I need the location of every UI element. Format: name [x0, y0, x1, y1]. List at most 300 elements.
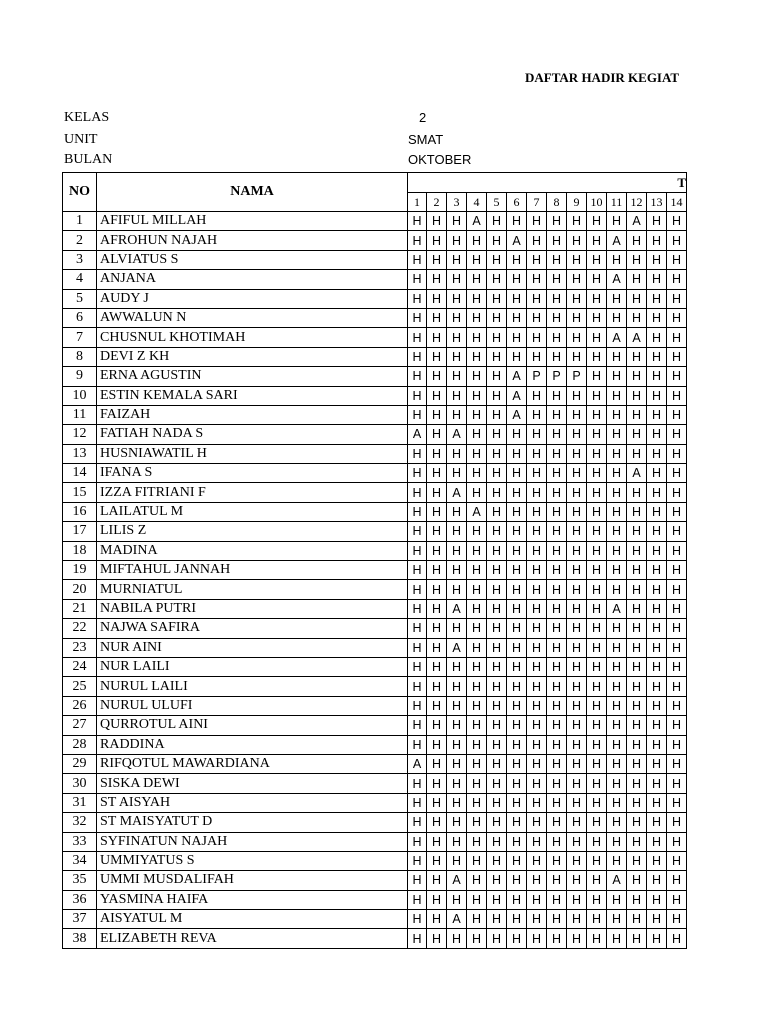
student-name: IZZA FITRIANI F: [97, 483, 408, 502]
attendance-mark: H: [667, 657, 687, 676]
attendance-mark: H: [647, 754, 667, 773]
attendance-mark: H: [667, 405, 687, 424]
attendance-mark: H: [507, 347, 527, 366]
attendance-mark: H: [408, 328, 427, 347]
attendance-mark: H: [487, 871, 507, 890]
attendance-mark: H: [487, 832, 507, 851]
attendance-mark: H: [627, 871, 647, 890]
attendance-mark: H: [408, 212, 427, 231]
table-row: [63, 483, 687, 502]
attendance-mark: H: [567, 405, 587, 424]
attendance-mark: H: [647, 502, 667, 521]
attendance-mark: H: [607, 386, 627, 405]
attendance-mark: H: [507, 677, 527, 696]
attendance-mark: H: [527, 444, 547, 463]
student-name: AUDY J: [97, 289, 408, 308]
attendance-mark: H: [627, 270, 647, 289]
attendance-mark: H: [427, 638, 447, 657]
attendance-mark: H: [408, 522, 427, 541]
attendance-mark: H: [487, 405, 507, 424]
header-tanggal: T: [408, 173, 687, 193]
attendance-mark: H: [607, 289, 627, 308]
attendance-mark: H: [547, 619, 567, 638]
attendance-mark: H: [627, 308, 647, 327]
row-number: 22: [63, 619, 97, 638]
day-number: 2: [427, 193, 447, 212]
attendance-mark: H: [647, 464, 667, 483]
attendance-mark: H: [447, 522, 467, 541]
attendance-mark: H: [647, 851, 667, 870]
attendance-mark: H: [487, 851, 507, 870]
attendance-mark: H: [507, 696, 527, 715]
attendance-mark: H: [667, 212, 687, 231]
attendance-mark: H: [667, 289, 687, 308]
student-name: QURROTUL AINI: [97, 716, 408, 735]
attendance-mark: H: [547, 483, 567, 502]
attendance-mark: H: [547, 677, 567, 696]
attendance-mark: H: [587, 774, 607, 793]
attendance-mark: H: [467, 289, 487, 308]
attendance-mark: H: [408, 716, 427, 735]
attendance-mark: H: [527, 308, 547, 327]
table-row: [63, 754, 687, 773]
table-row: [63, 677, 687, 696]
row-number: 1: [63, 212, 97, 231]
student-name: ALVIATUS S: [97, 250, 408, 269]
attendance-mark: H: [547, 289, 567, 308]
attendance-mark: H: [487, 425, 507, 444]
attendance-mark: H: [667, 716, 687, 735]
attendance-mark: A: [507, 231, 527, 250]
attendance-mark: H: [427, 580, 447, 599]
attendance-mark: H: [487, 483, 507, 502]
attendance-mark: H: [487, 774, 507, 793]
attendance-mark: H: [467, 270, 487, 289]
attendance-mark: H: [667, 541, 687, 560]
attendance-mark: H: [647, 813, 667, 832]
attendance-mark: H: [587, 308, 607, 327]
attendance-mark: H: [487, 580, 507, 599]
attendance-mark: H: [547, 541, 567, 560]
attendance-mark: H: [607, 464, 627, 483]
attendance-mark: A: [408, 425, 427, 444]
attendance-mark: H: [547, 793, 567, 812]
attendance-mark: H: [527, 619, 547, 638]
row-number: 5: [63, 289, 97, 308]
attendance-mark: H: [408, 677, 427, 696]
row-number: 29: [63, 754, 97, 773]
attendance-mark: A: [447, 871, 467, 890]
attendance-mark: H: [567, 328, 587, 347]
attendance-mark: A: [507, 386, 527, 405]
attendance-mark: H: [607, 308, 627, 327]
attendance-mark: H: [607, 250, 627, 269]
attendance-mark: H: [607, 851, 627, 870]
attendance-mark: H: [667, 367, 687, 386]
attendance-mark: H: [467, 541, 487, 560]
attendance-mark: H: [507, 851, 527, 870]
table-row: [63, 619, 687, 638]
attendance-mark: H: [447, 929, 467, 948]
attendance-mark: H: [647, 677, 667, 696]
attendance-mark: H: [527, 561, 547, 580]
attendance-mark: H: [567, 541, 587, 560]
attendance-mark: H: [527, 793, 547, 812]
attendance-mark: H: [487, 367, 507, 386]
unit-label: UNIT: [64, 132, 98, 147]
attendance-mark: H: [427, 619, 447, 638]
attendance-mark: H: [408, 231, 427, 250]
attendance-mark: H: [567, 657, 587, 676]
attendance-mark: H: [567, 696, 587, 715]
student-name: LILIS Z: [97, 522, 408, 541]
attendance-mark: H: [627, 851, 647, 870]
attendance-mark: H: [607, 522, 627, 541]
attendance-mark: H: [527, 871, 547, 890]
attendance-mark: H: [467, 754, 487, 773]
header-no: NO: [63, 173, 97, 212]
attendance-mark: H: [408, 832, 427, 851]
attendance-mark: H: [527, 483, 547, 502]
attendance-mark: H: [487, 599, 507, 618]
row-number: 20: [63, 580, 97, 599]
attendance-mark: H: [507, 541, 527, 560]
attendance-mark: H: [408, 813, 427, 832]
attendance-mark: H: [627, 677, 647, 696]
attendance-mark: H: [408, 483, 427, 502]
attendance-mark: H: [567, 464, 587, 483]
attendance-mark: H: [547, 754, 567, 773]
day-number: 13: [647, 193, 667, 212]
attendance-mark: H: [447, 561, 467, 580]
attendance-mark: H: [647, 716, 667, 735]
attendance-mark: H: [627, 502, 647, 521]
student-name: SYFINATUN NAJAH: [97, 832, 408, 851]
attendance-mark: H: [487, 793, 507, 812]
attendance-mark: H: [427, 813, 447, 832]
student-name: LAILATUL M: [97, 502, 408, 521]
attendance-mark: H: [527, 696, 547, 715]
attendance-mark: H: [467, 367, 487, 386]
attendance-mark: H: [547, 871, 567, 890]
row-number: 28: [63, 735, 97, 754]
row-number: 24: [63, 657, 97, 676]
student-name: ESTIN KEMALA SARI: [97, 386, 408, 405]
attendance-mark: H: [427, 464, 447, 483]
table-row: [63, 308, 687, 327]
attendance-mark: H: [447, 212, 467, 231]
table-row: [63, 657, 687, 676]
table-row: [63, 929, 687, 948]
student-name: NUR AINI: [97, 638, 408, 657]
attendance-mark: H: [667, 832, 687, 851]
attendance-mark: A: [607, 328, 627, 347]
attendance-mark: H: [627, 832, 647, 851]
row-number: 14: [63, 464, 97, 483]
attendance-mark: H: [527, 386, 547, 405]
attendance-mark: H: [567, 910, 587, 929]
attendance-mark: H: [507, 929, 527, 948]
table-row: [63, 289, 687, 308]
row-number: 13: [63, 444, 97, 463]
attendance-mark: H: [408, 464, 427, 483]
row-number: 4: [63, 270, 97, 289]
attendance-mark: H: [587, 250, 607, 269]
table-row: [63, 502, 687, 521]
attendance-mark: H: [587, 367, 607, 386]
attendance-mark: H: [567, 425, 587, 444]
attendance-mark: H: [487, 444, 507, 463]
student-name: NURUL LAILI: [97, 677, 408, 696]
attendance-mark: H: [587, 580, 607, 599]
row-number: 19: [63, 561, 97, 580]
attendance-mark: H: [427, 502, 447, 521]
attendance-mark: H: [667, 308, 687, 327]
attendance-mark: H: [447, 464, 467, 483]
attendance-mark: H: [467, 464, 487, 483]
attendance-mark: H: [527, 638, 547, 657]
attendance-mark: H: [627, 250, 647, 269]
attendance-mark: H: [527, 890, 547, 909]
attendance-mark: A: [627, 464, 647, 483]
attendance-mark: H: [447, 851, 467, 870]
attendance-mark: H: [427, 405, 447, 424]
attendance-mark: H: [408, 735, 427, 754]
attendance-mark: H: [667, 890, 687, 909]
attendance-mark: H: [627, 580, 647, 599]
attendance-mark: H: [587, 386, 607, 405]
attendance-mark: H: [607, 735, 627, 754]
attendance-mark: H: [447, 405, 467, 424]
attendance-mark: H: [527, 405, 547, 424]
attendance-mark: H: [507, 212, 527, 231]
attendance-mark: H: [587, 910, 607, 929]
attendance-mark: H: [647, 638, 667, 657]
attendance-mark: H: [507, 308, 527, 327]
attendance-mark: H: [487, 561, 507, 580]
attendance-mark: H: [467, 716, 487, 735]
attendance-mark: H: [567, 754, 587, 773]
attendance-mark: H: [447, 347, 467, 366]
row-number: 10: [63, 386, 97, 405]
attendance-mark: H: [408, 774, 427, 793]
attendance-mark: H: [507, 890, 527, 909]
attendance-mark: H: [427, 444, 447, 463]
attendance-mark: H: [427, 347, 447, 366]
day-number: 14: [667, 193, 687, 212]
attendance-mark: H: [667, 754, 687, 773]
attendance-mark: H: [467, 250, 487, 269]
attendance-mark: H: [427, 250, 447, 269]
attendance-mark: H: [567, 580, 587, 599]
attendance-mark: H: [467, 657, 487, 676]
attendance-mark: H: [507, 483, 527, 502]
attendance-mark: A: [447, 483, 467, 502]
table-row: [63, 464, 687, 483]
attendance-mark: H: [547, 716, 567, 735]
attendance-mark: H: [447, 386, 467, 405]
row-number: 15: [63, 483, 97, 502]
student-name: SISKA DEWI: [97, 774, 408, 793]
document-title: DAFTAR HADIR KEGIAT: [525, 70, 680, 85]
attendance-mark: H: [667, 851, 687, 870]
student-name: RIFQOTUL MAWARDIANA: [97, 754, 408, 773]
attendance-mark: H: [587, 270, 607, 289]
attendance-mark: H: [467, 696, 487, 715]
attendance-mark: H: [667, 774, 687, 793]
student-name: NURUL ULUFI: [97, 696, 408, 715]
attendance-mark: H: [647, 599, 667, 618]
attendance-mark: H: [587, 871, 607, 890]
attendance-mark: H: [447, 677, 467, 696]
attendance-mark: H: [527, 851, 547, 870]
attendance-mark: H: [467, 444, 487, 463]
attendance-mark: H: [647, 231, 667, 250]
attendance-mark: H: [527, 425, 547, 444]
attendance-mark: H: [567, 502, 587, 521]
student-name: ANJANA: [97, 270, 408, 289]
attendance-mark: H: [587, 502, 607, 521]
attendance-mark: H: [667, 464, 687, 483]
attendance-mark: H: [627, 483, 647, 502]
attendance-mark: H: [587, 561, 607, 580]
attendance-mark: H: [408, 405, 427, 424]
table-row: [63, 250, 687, 269]
attendance-mark: H: [667, 231, 687, 250]
table-row: [63, 541, 687, 560]
attendance-mark: H: [467, 561, 487, 580]
attendance-mark: A: [607, 270, 627, 289]
attendance-mark: H: [507, 774, 527, 793]
day-number: 6: [507, 193, 527, 212]
row-number: 6: [63, 308, 97, 327]
attendance-mark: H: [487, 813, 507, 832]
student-name: UMMIYATUS S: [97, 851, 408, 870]
attendance-mark: H: [408, 386, 427, 405]
attendance-mark: H: [607, 910, 627, 929]
attendance-mark: H: [647, 347, 667, 366]
student-name: AFIFUL MILLAH: [97, 212, 408, 231]
attendance-mark: H: [607, 832, 627, 851]
attendance-mark: H: [527, 541, 547, 560]
row-number: 34: [63, 851, 97, 870]
attendance-mark: H: [547, 599, 567, 618]
attendance-mark: H: [607, 425, 627, 444]
attendance-mark: H: [547, 929, 567, 948]
table-row: [63, 813, 687, 832]
table-row: [63, 696, 687, 715]
table-row: [63, 425, 687, 444]
attendance-mark: H: [587, 483, 607, 502]
attendance-mark: H: [587, 599, 607, 618]
bulan-label: BULAN: [64, 152, 113, 167]
attendance-mark: H: [607, 754, 627, 773]
attendance-mark: H: [547, 851, 567, 870]
attendance-mark: H: [647, 793, 667, 812]
attendance-mark: H: [587, 735, 607, 754]
attendance-mark: H: [667, 735, 687, 754]
attendance-mark: H: [567, 308, 587, 327]
student-name: FATIAH NADA S: [97, 425, 408, 444]
attendance-mark: H: [547, 464, 567, 483]
attendance-mark: H: [408, 580, 427, 599]
table-row: [63, 405, 687, 424]
attendance-mark: H: [607, 677, 627, 696]
attendance-mark: H: [527, 231, 547, 250]
attendance-mark: A: [627, 328, 647, 347]
attendance-mark: A: [447, 638, 467, 657]
attendance-mark: H: [467, 328, 487, 347]
student-name: RADDINA: [97, 735, 408, 754]
row-number: 9: [63, 367, 97, 386]
attendance-mark: H: [487, 386, 507, 405]
attendance-mark: H: [408, 793, 427, 812]
student-name: CHUSNUL KHOTIMAH: [97, 328, 408, 347]
attendance-mark: H: [547, 657, 567, 676]
table-row: [63, 832, 687, 851]
attendance-mark: H: [507, 910, 527, 929]
attendance-mark: H: [627, 890, 647, 909]
attendance-mark: H: [667, 270, 687, 289]
attendance-mark: H: [607, 502, 627, 521]
row-number: 31: [63, 793, 97, 812]
day-number: 12: [627, 193, 647, 212]
attendance-mark: H: [467, 774, 487, 793]
attendance-mark: H: [427, 212, 447, 231]
attendance-mark: H: [547, 502, 567, 521]
attendance-mark: H: [547, 774, 567, 793]
attendance-mark: H: [408, 289, 427, 308]
attendance-mark: H: [467, 929, 487, 948]
attendance-mark: H: [507, 832, 527, 851]
attendance-mark: H: [627, 813, 647, 832]
table-row: [63, 910, 687, 929]
table-row: [63, 386, 687, 405]
attendance-mark: H: [527, 774, 547, 793]
table-row: [63, 793, 687, 812]
attendance-mark: H: [567, 444, 587, 463]
attendance-mark: H: [667, 871, 687, 890]
row-number: 2: [63, 231, 97, 250]
attendance-mark: H: [627, 638, 647, 657]
row-number: 21: [63, 599, 97, 618]
attendance-mark: H: [547, 638, 567, 657]
attendance-mark: H: [647, 929, 667, 948]
attendance-mark: H: [627, 657, 647, 676]
header-row: [63, 173, 687, 193]
attendance-mark: H: [527, 832, 547, 851]
row-number: 26: [63, 696, 97, 715]
attendance-mark: H: [447, 696, 467, 715]
attendance-mark: H: [607, 716, 627, 735]
row-number: 3: [63, 250, 97, 269]
attendance-mark: H: [427, 599, 447, 618]
table-row: [63, 774, 687, 793]
attendance-mark: H: [547, 212, 567, 231]
attendance-mark: H: [447, 813, 467, 832]
attendance-mark: H: [527, 599, 547, 618]
attendance-mark: H: [408, 696, 427, 715]
attendance-mark: H: [547, 832, 567, 851]
attendance-mark: H: [667, 561, 687, 580]
attendance-mark: H: [567, 231, 587, 250]
attendance-mark: H: [467, 405, 487, 424]
attendance-mark: H: [567, 561, 587, 580]
attendance-mark: H: [527, 929, 547, 948]
kelas-value: 2: [419, 110, 427, 125]
attendance-mark: H: [408, 657, 427, 676]
attendance-mark: H: [408, 929, 427, 948]
